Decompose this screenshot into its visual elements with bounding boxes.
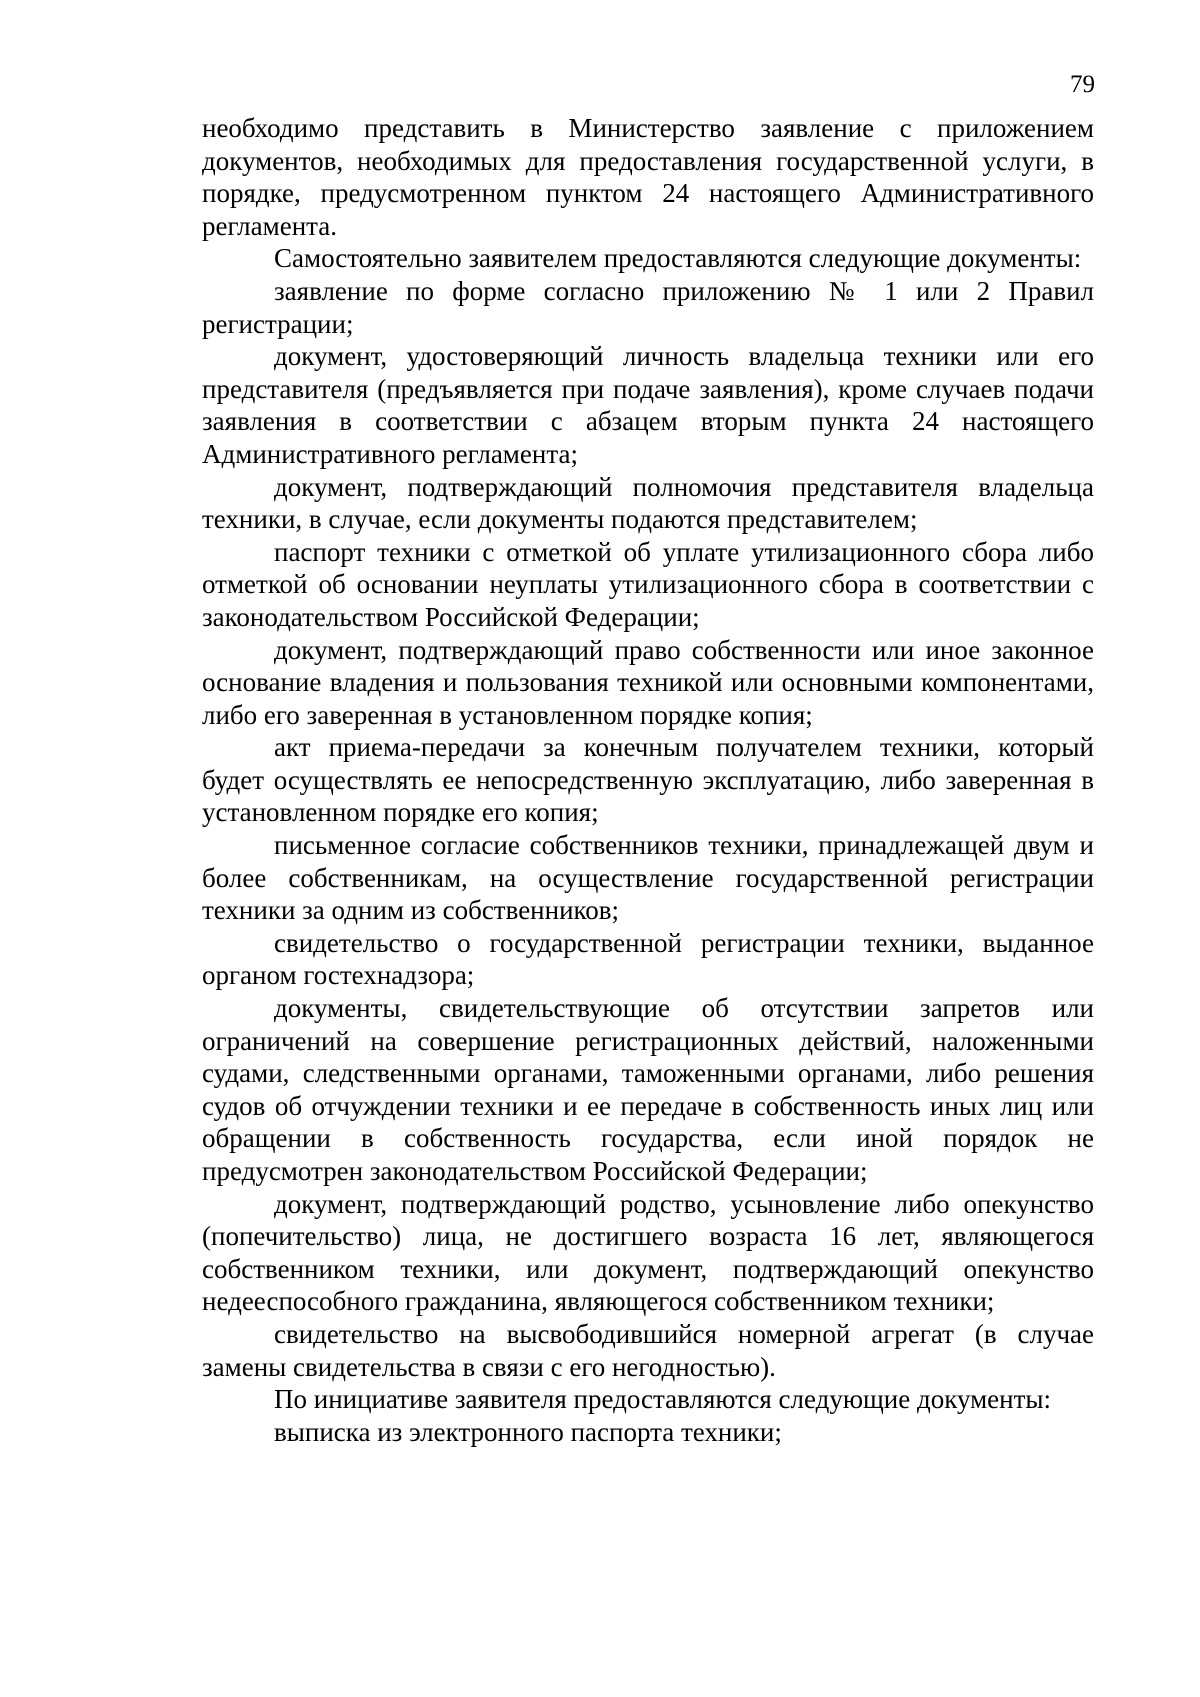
list-item-ownership-document: документ, подтверждающий право собственности или иное законное основание владения и пользования техникой или основными компонентами, либо его заверенная в установленном порядке копия;	[202, 634, 1094, 730]
list-item-authority-document: документ, подтверждающий полномочия представителя владельца техники, в случае, если документы подаются представителем;	[202, 471, 1094, 535]
list-item-owners-consent: письменное согласие собственников техники, принадлежащей двум и более собственникам, на осуществление государственной регистрации техники за одним из собственников;	[202, 830, 1094, 926]
list-item-application: заявление по форме согласно приложению № 1 или 2 Правил регистрации;	[202, 275, 1094, 339]
paragraph-optional-docs-intro: По инициативе заявителя предоставляются следующие документы:	[274, 1384, 1052, 1415]
list-item-guardianship-document: документ, подтверждающий родство, усыновление либо опекунство (попечительство) лица, не достигшего возраста 16 лет, являющегося собственником техники, или документ, подтверждающий опекунство недееспособного гражданина, являющегося собственником техники;	[202, 1188, 1094, 1317]
list-item-unit-certificate: свидетельство на высвободившийся номерной агрегат (в случае замены свидетельства в связи с его негодностью).	[202, 1318, 1094, 1382]
list-item-identity-document: документ, удостоверяющий личность владельца техники или его представителя (предъявляется при подаче заявления), кроме случаев подачи заявления в соответствии с абзацем вторым пункта 24 настоящего Административного регламента;	[202, 341, 1094, 469]
paragraph-continuation: необходимо представить в Министерство заявление с приложением документов, необходимых для предоставления государственной услуги, в порядке, предусмотренном пунктом 24 настоящего Административного регламента.	[202, 113, 1094, 241]
document-body	[202, 112, 1094, 1448]
list-item-vehicle-passport: паспорт техники с отметкой об уплате утилизационного сбора либо отметкой об основании неуплаты утилизационного сбора в соответствии с законодательством Российской Федерации;	[202, 536, 1094, 632]
list-item-no-restrictions-documents: документы, свидетельствующие об отсутствии запретов или ограничений на совершение регистрационных действий, наложенными судами, следственными органами, таможенными органами, либо решения судов об отчуждении техники и ее передаче в собственность иных лиц или обращении в собственность государства, если иной порядок не предусмотрен законодательством Российской Федерации;	[202, 993, 1094, 1186]
list-item-transfer-act: акт приема-передачи за конечным получателем техники, который будет осуществлять ее непосредственную эксплуатацию, либо заверенная в установленном порядке его копия;	[202, 732, 1094, 828]
page-number: 79	[1070, 71, 1095, 98]
list-item-registration-certificate: свидетельство о государственной регистрации техники, выданное органом гостехнадзора;	[202, 927, 1094, 991]
paragraph-required-docs-intro: Самостоятельно заявителем предоставляются следующие документы:	[274, 243, 1082, 274]
list-item-electronic-passport-extract: выписка из электронного паспорта техники;	[274, 1416, 782, 1447]
